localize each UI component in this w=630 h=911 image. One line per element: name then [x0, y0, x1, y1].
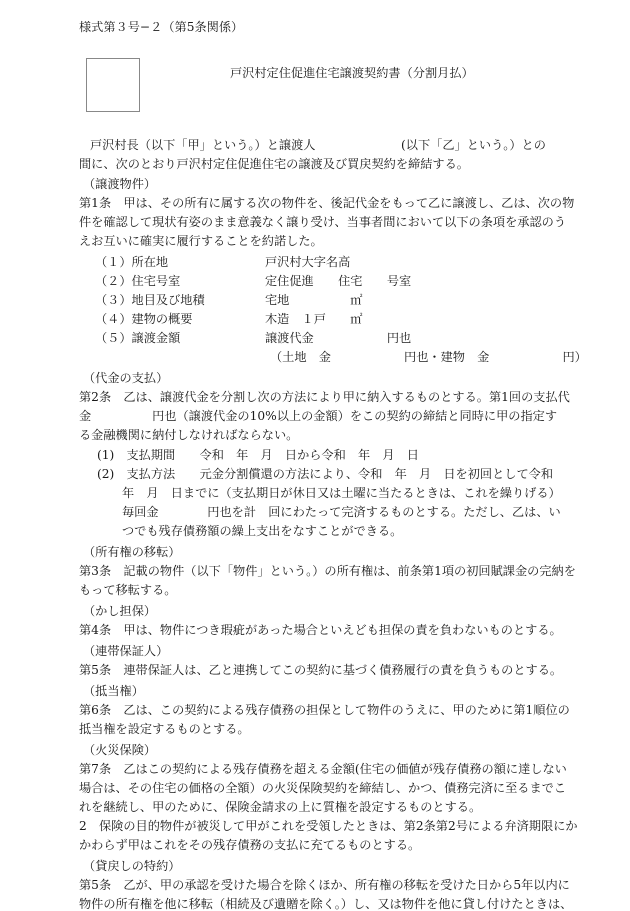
intro-line-1a: 戸沢村長（以下「甲」という。）と譲渡人 [90, 138, 316, 152]
article-7-heading: （火災保険） [83, 743, 157, 757]
payment-method-cont: 毎回金 円也を計 回にわたって完済するものとする。ただし、乙は、い [122, 505, 561, 519]
article-7-line: れを継続し、甲のために、保険金請求の上に質権を設定するものとする。 [79, 800, 482, 814]
item-value-location: 戸沢村大字名高 [265, 255, 351, 269]
article-2-line: 第2条 乙は、譲渡代金を分割し次の方法により甲に納入するものとする。第1回の支払代 [79, 390, 570, 404]
item-value-room: 定住促進 住宅 号室 [265, 274, 412, 288]
article-1-heading: （譲渡物件） [83, 177, 157, 191]
payment-method: (2) 支払方法 元金分割償還の方法により、令和 年 月 日を初回として令和 [97, 467, 554, 481]
payment-method-cont: 年 月 日までに（支払期日が休日又は土曜に当たるときは、これを繰りげる） [122, 486, 561, 500]
document-title: 戸沢村定住促進住宅譲渡契約書（分割月払） [230, 66, 474, 80]
article-2-line: る金融機関に納付しなければならない。 [79, 428, 299, 442]
intro-line-2: 間に、次のとおり戸沢村定住促進住宅の譲渡及び買戻契約を締結する。 [79, 157, 469, 171]
item-value-price: 譲渡代金 円也 [265, 331, 412, 345]
article-6-line: 抵当権を設定するものとする。 [79, 722, 250, 736]
article-4-line: 第4条 甲は、物件につき瑕疵があった場合といえども担保の責を負わないものとする。 [79, 623, 562, 637]
article-3-line: 第3条 記載の物件（以下「物件」という。）の所有権は、前条第1項の初回賦課金の完納を [79, 564, 576, 578]
article-3-heading: （所有権の移転） [83, 545, 181, 559]
article-8-line: 第5条 乙が、甲の承認を受けた場合を除くほか、所有権の移転を受けた日から5年以内に [79, 878, 570, 892]
article-5-heading: （連帯保証人） [83, 644, 169, 658]
item-label-room: （２）住宅号室 [95, 274, 181, 288]
item-value-building: 木造 １戸 ㎡ [265, 312, 363, 326]
revenue-stamp-box [86, 58, 140, 112]
article-2-line: 金 円也（譲渡代金の10%以上の金額）をこの契約の締結と同時に甲の指定す [79, 409, 558, 423]
form-number: 様式第３号−２（第5条関係） [79, 20, 244, 34]
article-6-line: 第6条 乙は、この契約による残存債務の担保として物件のうえに、甲のために第1順位の [79, 703, 570, 717]
article-4-heading: （かし担保） [83, 604, 157, 618]
item-label-location: （１）所在地 [95, 255, 169, 269]
article-6-heading: （抵当権） [83, 684, 144, 698]
item-label-price: （５）譲渡金額 [95, 331, 181, 345]
article-1-line: えお互いに確実に履行することを約諾した。 [79, 234, 323, 248]
item-label-land: （３）地目及び地積 [95, 293, 205, 307]
intro-line-1b: (以下「乙」という。）との [401, 138, 546, 152]
article-7-line: かわらず甲はこれをその残存債務の支払に充てるものとする。 [79, 838, 421, 852]
item-value-land: 宅地 ㎡ [265, 293, 363, 307]
article-1-line: 第1条 甲は、その所有に属する次の物件を、後記代金をもって乙に譲渡し、乙は、次の物 [79, 196, 575, 210]
article-8-heading: （貸戻しの特約） [83, 859, 181, 873]
article-7-line: 場合は、その住宅の価格の全額）の火災保険契約を締結し、かつ、債務完済に至るまでこ [79, 781, 567, 795]
article-7-line: 2 保険の目的物件が被災して甲がこれを受領したときは、第2条第2号による弁済期限にか [79, 819, 578, 833]
article-5-line: 第5条 連帯保証人は、乙と連携してこの契約に基づく債務履行の責を負うものとする。 [79, 663, 563, 677]
item-label-building: （４）建物の概要 [95, 312, 193, 326]
article-3-line: もって移転する。 [79, 583, 177, 597]
article-2-heading: （代金の支払） [83, 371, 169, 385]
article-7-line: 第7条 乙はこの契約による残存債務を超える金額(住宅の価値が残存債務の額に達しない [79, 762, 567, 776]
article-8-line: 物件の所有権を他に移転（相続及び遺贈を除く。）し、又は物件を他に貸し付けたときは、 [79, 897, 573, 911]
payment-method-cont: つでも残存債務額の繰上支出をなすことができる。 [122, 524, 403, 538]
payment-period: (1) 支払期間 令和 年 月 日から令和 年 月 日 [97, 448, 419, 462]
item-price-breakdown: （土地 金 円也・建物 金 円） [270, 350, 587, 364]
article-1-line: 件を確認して現状有姿のまま意義なく譲り受け、当事者間において以下の条項を承認のう [79, 215, 567, 229]
